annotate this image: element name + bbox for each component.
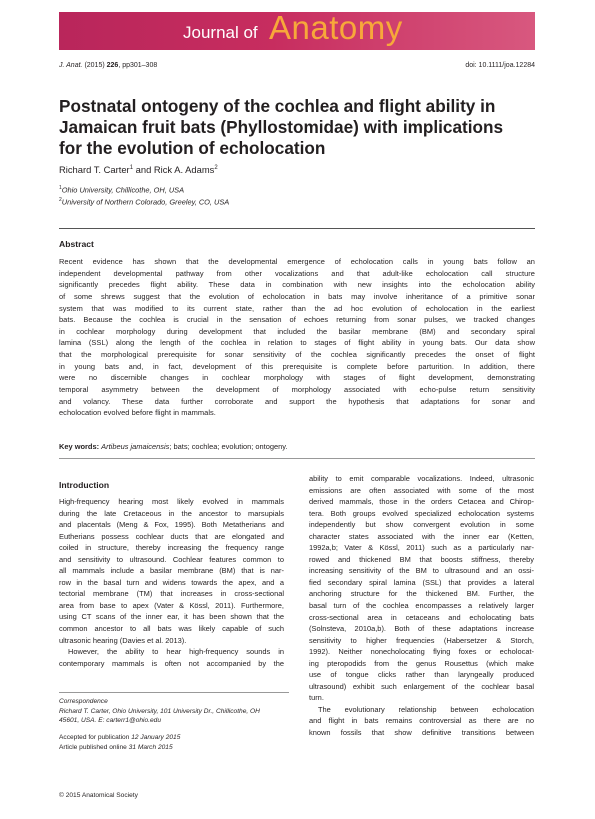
title-line: Postnatal ontogeny of the cochlea and flight ability in — [59, 96, 496, 116]
body-line: The evolutionary relationship between echolocation — [318, 704, 534, 714]
citation-volume: 226 — [106, 62, 119, 69]
doi: doi: 10.1111/joa.12284 — [465, 62, 535, 69]
body-line: 1992). Neither nonecholocating flying foxes or echolocat- — [309, 647, 534, 657]
citation-journal: J. Anat. — [59, 62, 83, 69]
body-line: character states associated with the inner ear (Ketten, — [309, 531, 534, 541]
citation-year: (2015) — [84, 62, 105, 69]
body-line: cross-sectional area in cetaceans and echolocating bats — [309, 612, 534, 622]
keywords-species: Artibeus jamaicensis — [101, 442, 170, 451]
body-line: ability to emit comparable vocalizations. Indeed, ultrasonic — [309, 474, 534, 483]
body-line: all mammals include a basilar membrane (BM) that is nar- — [59, 566, 284, 576]
abstract-line: were no discernible changes in cochlear morphology with stages of flight development, demonstrating — [59, 373, 535, 383]
body-line: derived mammals, those in the orders Cetacea and Chirop- — [309, 497, 534, 507]
body-line: (Solnsteva, 2010a,b). Both of these adaptations increase — [309, 624, 534, 634]
body-line: ing pteropodids from the genus Rousettus (which make — [309, 658, 534, 668]
authors — [59, 164, 218, 175]
body-line: increasing sensitivity of the BM to ultrasound and an ossi- — [309, 566, 534, 576]
right-column-text — [309, 473, 534, 739]
accepted-label: Accepted for publication — [59, 734, 130, 741]
body-line: fied secondary spiral lamina (SSL) that provides a lateral — [309, 577, 534, 587]
abstract-line: in young bats and, in fact, development of this prerequisite is complete before parturition. In addition, there — [59, 361, 535, 371]
body-line: common ancestor to all bats was likely capable of such — [59, 624, 284, 634]
left-column-text — [59, 496, 284, 669]
affiliation-1-text: Ohio University, Chillicothe, OH, USA — [61, 185, 185, 195]
abstract-line: independent developmental pathway from other vocalizations and that adult-like echolocation call structure — [59, 268, 535, 278]
body-line: and placentals (Meng & Fox, 1995). Both Metatherians and — [59, 520, 284, 530]
accepted-date: 12 January 2015 — [131, 734, 181, 741]
body-line: emissions are often associated with some of the most — [309, 485, 534, 495]
abstract-line: and volancy. These data further corroborate and support the hypothesis that adaptations for sonar and — [59, 396, 535, 406]
keywords-rest: ; bats; cochlea; evolution; ontogeny. — [169, 442, 288, 451]
abstract-line: that the morphological prerequisite for sonar sensitivity of the cochlea significantly precedes the onset of flight — [59, 350, 535, 360]
body-line: during the late Cretaceous in the ancestor to marsupials — [59, 508, 284, 518]
abstract-line: of some shrews suggest that the evolution of echolocation in bats may involve inheritance of a primitive sonar — [59, 291, 535, 301]
author-1: Richard T. Carter — [59, 164, 130, 175]
online-date: 31 March 2015 — [128, 743, 173, 751]
body-line: coiled in structure, thereby increasing the frequency range — [59, 543, 284, 553]
introduction-heading: Introduction — [59, 480, 110, 490]
abstract-line: system that was modified to its current state, rather than the ad hoc evolution of echolocation in the earliest — [59, 303, 535, 313]
body-line: row in the basal turn and widens towards the apex, and a — [59, 577, 284, 587]
correspondence-line: Richard T. Carter, Ohio University, 101 University Dr., Chillicothe, OH — [59, 707, 260, 715]
journal-name-anatomy: Anatomy — [269, 12, 403, 46]
body-line: rowed and thickened BM that boosts stiffness, thereby — [309, 554, 534, 564]
correspondence-line: 45601, USA. E: carterr1@ohio.edu — [59, 717, 161, 725]
body-line: area from base to apex (Vater & Kössl, 2011). Furthermore, — [59, 600, 284, 610]
body-line: tera. Both groups evolved specialized echolocation systems — [309, 508, 534, 518]
abstract-line: temporal asymmetry between the development of morphology associated with echo-pulse return sensitivity — [59, 385, 535, 395]
body-line: using CT scans of the inner ear, it has been shown that the — [59, 612, 284, 622]
body-line: use of tongue clicks rather than laryngeally produced — [309, 670, 534, 680]
body-line: and sensitivity to ultrasound. Cochlear features common to — [59, 554, 284, 564]
copyright: © 2015 Anatomical Society — [59, 792, 138, 799]
body-line: Eutherians possess cochlear ducts that are elongated and — [59, 531, 284, 541]
abstract-heading: Abstract — [59, 239, 94, 249]
body-line: ultrasound) exhibit such enlargement of the cochlear basal — [309, 681, 534, 691]
abstract-line: lamina (SSL) along the length of the cochlea in relation to stages of flight ability in young bats. Our data show — [59, 338, 535, 348]
journal-name-prefix: Journal of — [183, 23, 258, 42]
abstract-line: Recent evidence has shown that the developmental emergence of echolocation calls in young bats follow an — [59, 257, 535, 266]
body-line: 1992a,b; Vater & Kössl, 2011) such as a particularly nar- — [309, 543, 534, 553]
author-1-affil: 1 — [129, 164, 134, 171]
body-line: tectorial membrane (TM) that increases in cross-sectional — [59, 589, 284, 599]
abstract-line: echolocation evolved before flight in mammals. — [59, 408, 216, 418]
title-line: Jamaican fruit bats (Phyllostomidae) with implications — [59, 117, 504, 137]
correspondence-rule — [59, 692, 289, 693]
body-line: However, the ability to hear high-frequency sounds in — [68, 647, 284, 657]
body-line: sensitivity to higher frequencies (Habersetzer & Storch, — [309, 635, 534, 645]
affiliation-2-marker: 2 — [59, 197, 62, 203]
keywords-label: Key words: — [59, 442, 100, 451]
publication-dates — [59, 733, 289, 752]
title-line: for the evolution of echolocation — [59, 138, 326, 158]
affiliation-1 — [59, 185, 184, 194]
article-title — [59, 96, 529, 159]
online-label: Article published online — [59, 743, 127, 751]
body-line: ultrasonic hearing (Davies et al. 2013). — [59, 635, 187, 645]
body-line: and flight in bats remains controversial as there are no — [309, 716, 534, 726]
body-line: turn. — [309, 693, 324, 703]
body-line: anchoring structure for the thickened BM. Further, the — [309, 589, 534, 599]
affiliation-1-marker: 1 — [59, 185, 62, 191]
keywords — [59, 442, 288, 451]
abstract-line: bats. Because the cochlea is crucial in the sensation of echoes returning from sonar pulses, we tracked changes — [59, 315, 535, 325]
affiliation-2 — [59, 197, 229, 206]
abstract-top-rule — [59, 228, 535, 229]
abstract-bottom-rule — [59, 458, 535, 459]
correspondence-block — [59, 697, 289, 726]
body-line: contemporary mammals is often not accompanied by the — [59, 658, 284, 668]
body-line: High-frequency hearing most likely evolved in mammals — [59, 497, 284, 506]
journal-banner — [59, 12, 535, 50]
correspondence-label: Correspondence — [59, 698, 108, 705]
author-2: and Rick A. Adams — [133, 164, 215, 175]
body-line: independently but show convergent evolution in some — [309, 520, 534, 530]
citation-pages: , pp301–308 — [118, 62, 158, 69]
affiliation-2-text: University of Northern Colorado, Greeley, CO, USA — [61, 197, 230, 207]
body-line: basal turn of the cochlea encompasses a relatively larger — [309, 601, 534, 611]
abstract-line: significantly precedes flight ability. These data in combination with new insights into the echolocation ability — [59, 280, 535, 290]
body-line: known fossils that show definitive transitions between — [309, 728, 534, 738]
abstract-body — [59, 256, 535, 419]
author-2-affil: 2 — [214, 164, 218, 171]
abstract-line: in cochlear morphology during development that included the basilar membrane (BM) and secondary spiral — [59, 326, 535, 336]
citation — [59, 62, 157, 69]
